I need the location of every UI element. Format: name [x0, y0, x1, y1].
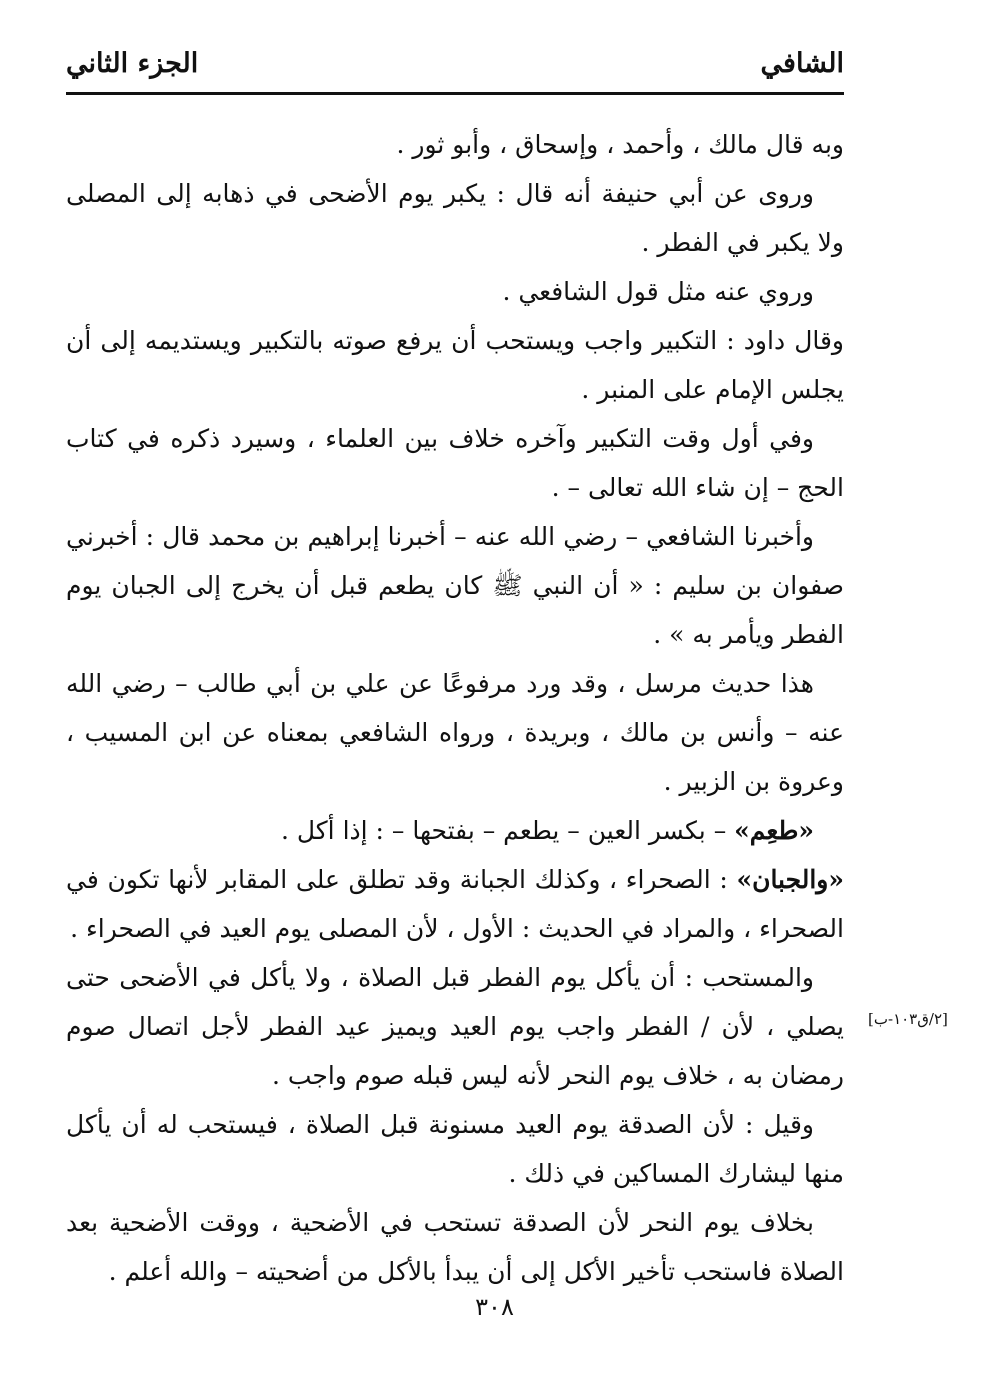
paragraph: بخلاف يوم النحر لأن الصدقة تستحب في الأضحية ، ووقت الأضحية بعد الصلاة فاستحب تأخير الأكل إلى أن يبدأ بالأكل من أضحيته – والله أعلم .: [66, 1208, 844, 1286]
paragraph: وبه قال مالك ، وأحمد ، وإسحاق ، وأبو ثور .: [396, 130, 844, 159]
paragraph: وقال داود : التكبير واجب ويستحب أن يرفع صوته بالتكبير ويستديمه إلى أن يجلس الإمام على المنبر .: [66, 326, 844, 404]
paragraph: وفي أول وقت التكبير وآخره خلاف بين العلماء ، وسيرد ذكره في كتاب الحج – إن شاء الله تعالى – .: [66, 424, 844, 502]
book-title: الشافي: [760, 48, 844, 79]
paragraph: هذا حديث مرسل ، وقد ورد مرفوعًا عن علي بن أبي طالب – رضي الله عنه – وأنس بن مالك ، وبريدة ، ورواه الشافعي بمعناه عن ابن المسيب ، وعروة بن الزبير .: [66, 669, 844, 796]
defined-term: «والجبان»: [736, 865, 844, 894]
paragraph: «والجبان» : الصحراء ، وكذلك الجبانة وقد تطلق على المقابر لأنها تكون في الصحراء ، والمراد في الحديث : الأول ، لأن المصلى يوم العيد في الصحراء .: [66, 865, 844, 943]
manuscript-margin-note: [٢/ق١٠٣-ب]: [868, 1010, 948, 1028]
paragraph: وروي عنه مثل قول الشافعي .: [502, 277, 814, 306]
part-label: الجزء الثاني: [66, 48, 199, 79]
header-rule: [66, 92, 844, 95]
page-number: ٣٠٨: [475, 1293, 514, 1321]
page-body: [66, 120, 844, 1296]
paragraph: وقيل : لأن الصدقة يوم العيد مسنونة قبل الصلاة ، فيستحب له أن يأكل منها ليشارك المساكين في ذلك .: [66, 1110, 844, 1188]
paragraph: وروى عن أبي حنيفة أنه قال : يكبر يوم الأضحى في ذهابه إلى المصلى ولا يكبر في الفطر .: [66, 179, 844, 257]
running-header: [66, 48, 844, 88]
paragraph: «طعِم» – بكسر العين – يطعم – بفتحها – : إذا أكل .: [280, 816, 814, 845]
paragraph: وأخبرنا الشافعي – رضي الله عنه – أخبرنا إبراهيم بن محمد قال : أخبرني صفوان بن سليم : « أن النبي ﷺ كان يطعم قبل أن يخرج إلى الجبان يوم الفطر ويأمر به » .: [66, 522, 844, 649]
defined-term: «طعِم»: [734, 816, 814, 845]
paragraph: والمستحب : أن يأكل يوم الفطر قبل الصلاة ، ولا يأكل في الأضحى حتى يصلي ، لأن / الفطر واجب يوم العيد ويميز عيد الفطر لأجل اتصال صوم رمضان به ، خلاف يوم النحر لأنه ليس قبله صوم واجب .: [66, 963, 844, 1090]
